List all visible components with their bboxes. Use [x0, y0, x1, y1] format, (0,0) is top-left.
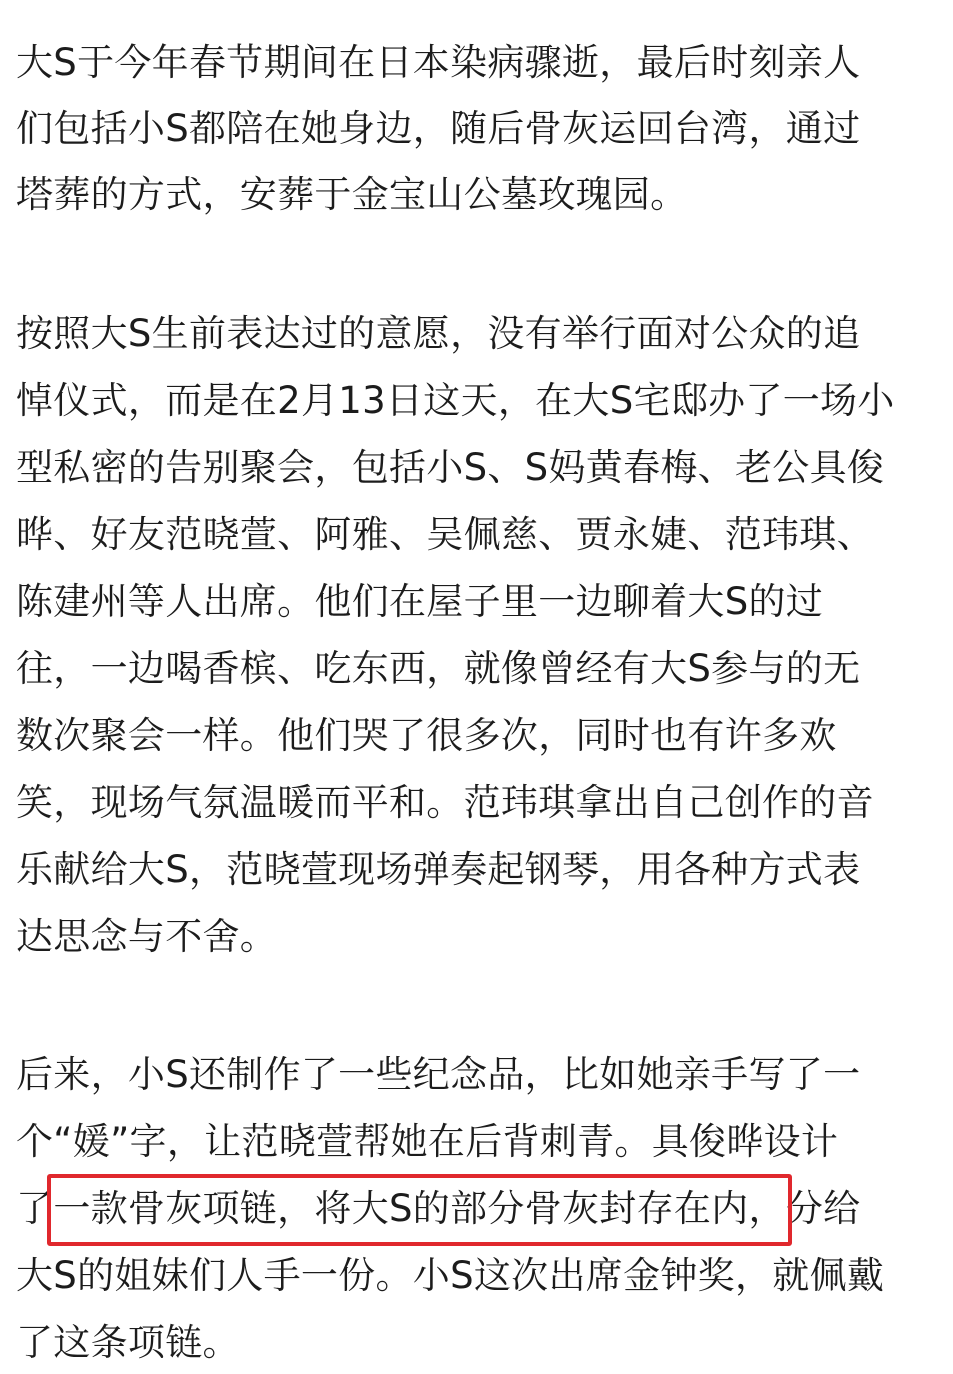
text-line: 按照大S生前表达过的意愿，没有举行面对公众的追: [16, 312, 861, 355]
text-before-highlight: 了: [16, 1187, 54, 1230]
text-line: 大S的姐妹们人手一份。小S这次出席金钟奖，就佩戴: [16, 1254, 885, 1297]
text-line: 数次聚会一样。他们哭了很多次，同时也有许多欢: [16, 714, 837, 757]
text-line: 了这条项链。: [16, 1321, 240, 1364]
text-line: 乐献给大S，范晓萱现场弹奏起钢琴，用各种方式表: [16, 848, 861, 891]
text-line: 悼仪式，而是在2月13日这天，在大S宅邸办了一场小: [16, 379, 895, 422]
text-line: 晔、好友范晓萱、阿雅、吴佩慈、贾永婕、范玮琪、: [16, 513, 874, 556]
text-line: 笑，现场气氛温暖而平和。范玮琪拿出自己创作的音: [16, 781, 874, 824]
text-line: 个“媛”字，让范晓萱帮她在后背刺青。具俊晔设计: [16, 1120, 839, 1163]
text-line: 型私密的告别聚会，包括小S、S妈黄春梅、老公具俊: [16, 446, 885, 489]
text-line: 陈建州等人出席。他们在屋子里一边聊着大S的过: [16, 580, 824, 623]
text-line: 大S于今年春节期间在日本染病骤逝，最后时刻亲人: [16, 41, 861, 84]
highlighted-text: 一款骨灰项链，将大S的部分骨灰封存在内，: [53, 1187, 786, 1230]
text-line: 塔葬的方式，安葬于金宝山公墓玫瑰园。: [16, 173, 688, 216]
text-line: 达思念与不舍。: [16, 915, 278, 958]
text-after-highlight: 分给: [785, 1187, 861, 1230]
text-line: 后来，小S还制作了一些纪念品，比如她亲手写了一: [16, 1053, 861, 1096]
highlighted-phrase: [53, 1182, 786, 1236]
text-line: 往，一边喝香槟、吃东西，就像曾经有大S参与的无: [16, 647, 861, 690]
text-line: 们包括小S都陪在她身边，随后骨灰运回台湾，通过: [16, 107, 861, 150]
highlighted-text-line: [16, 1182, 860, 1236]
